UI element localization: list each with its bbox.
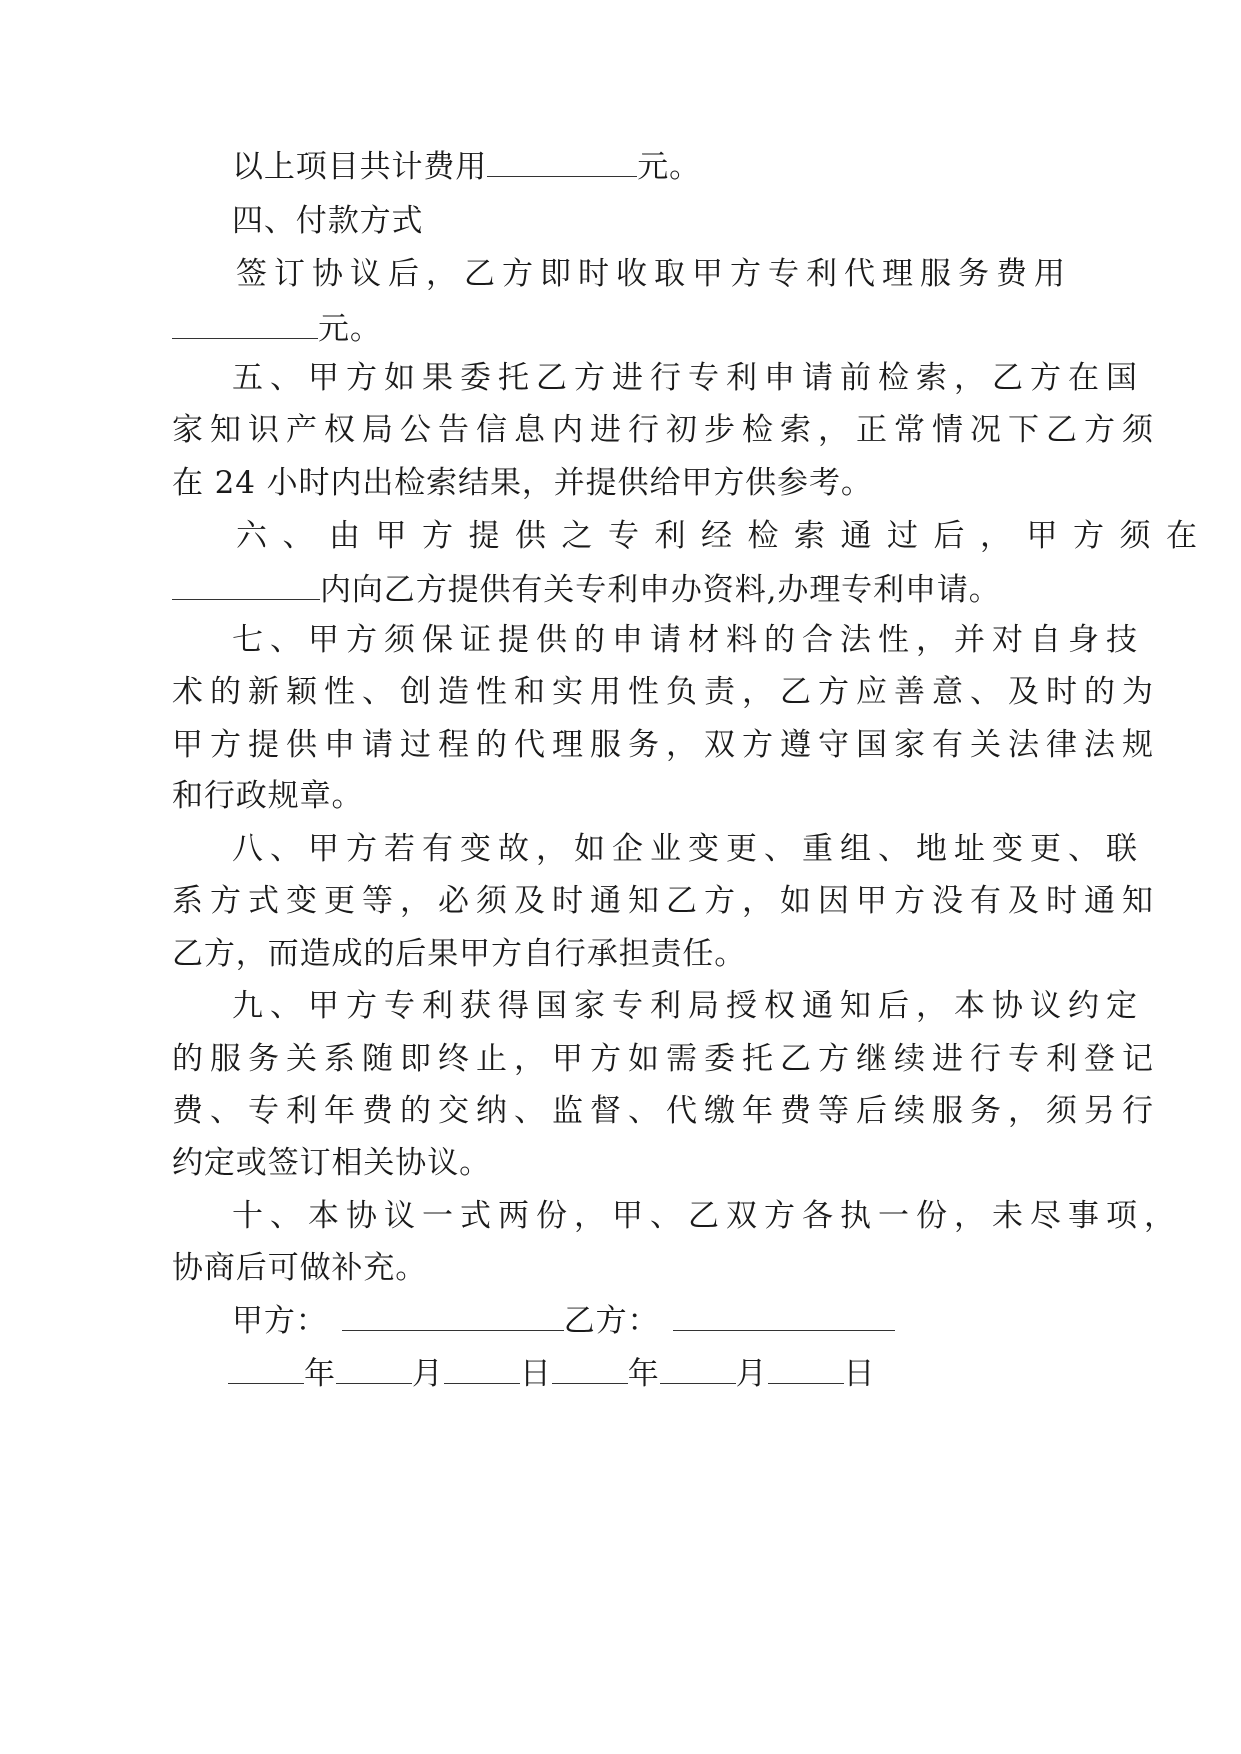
total-cost-prefix: 以上项目共计费用 bbox=[232, 149, 488, 185]
section8-line3: 乙方，而造成的后果甲方自行承担责任。 bbox=[172, 936, 747, 972]
blank-day-b bbox=[768, 1359, 844, 1384]
blank-party-a bbox=[342, 1306, 564, 1331]
section10-line1: 十、本协议一式两份，甲、乙双方各执一份，未尽事项， bbox=[232, 1198, 1182, 1234]
blank-party-b bbox=[673, 1306, 895, 1331]
total-cost-line bbox=[232, 147, 701, 187]
section5-line3: 在 24 小时内出检索结果，并提供给甲方供参考。 bbox=[172, 465, 873, 501]
section5-line2: 家知识产权局公告信息内进行初步检索，正常情况下乙方须 bbox=[172, 412, 1160, 448]
signature-line bbox=[232, 1301, 895, 1341]
total-cost-suffix: 元。 bbox=[637, 149, 702, 185]
section4-line1: 签订协议后，乙方即时收取甲方专利代理服务费用 bbox=[236, 256, 1072, 292]
blank-service-fee bbox=[172, 314, 318, 339]
section5-line1: 五、甲方如果委托乙方进行专利申请前检索，乙方在国 bbox=[232, 360, 1144, 396]
section4-line2 bbox=[172, 309, 382, 349]
blank-year-a bbox=[228, 1359, 304, 1384]
section9-line4: 约定或签订相关协议。 bbox=[172, 1145, 491, 1181]
section9-line3: 费、专利年费的交纳、监督、代缴年费等后续服务，须另行 bbox=[172, 1093, 1160, 1129]
blank-total-cost bbox=[487, 152, 637, 177]
section8-line2: 系方式变更等，必须及时通知乙方，如因甲方没有及时通知 bbox=[172, 883, 1160, 919]
section7-line3: 甲方提供申请过程的代理服务，双方遵守国家有关法律法规 bbox=[172, 727, 1160, 763]
section7-line4: 和行政规章。 bbox=[172, 778, 364, 814]
month-label-b: 月 bbox=[735, 1356, 768, 1392]
blank-year-b bbox=[552, 1359, 628, 1384]
section8-line1: 八、甲方若有变故，如企业变更、重组、地址变更、联 bbox=[232, 831, 1144, 867]
section6-line2 bbox=[172, 570, 1001, 610]
section6-line1: 六、由甲方提供之专利经检索通过后，甲方须在 bbox=[236, 518, 1213, 554]
section7-line1: 七、甲方须保证提供的申请材料的合法性，并对自身技 bbox=[232, 622, 1144, 658]
day-label-a: 日 bbox=[519, 1356, 552, 1392]
section10-line2: 协商后可做补充。 bbox=[172, 1250, 428, 1286]
day-label-b: 日 bbox=[843, 1356, 876, 1392]
section6-line2-suffix: 内向乙方提供有关专利申办资料,办理专利申请。 bbox=[320, 572, 1001, 608]
section4-title: 四、付款方式 bbox=[232, 203, 424, 239]
party-b-label: 乙方： bbox=[563, 1303, 660, 1339]
party-a-label: 甲方： bbox=[232, 1303, 328, 1339]
section9-line2: 的服务关系随即终止，甲方如需委托乙方继续进行专利登记 bbox=[172, 1041, 1160, 1077]
blank-day-a bbox=[444, 1359, 520, 1384]
section7-line2: 术的新颖性、创造性和实用性负责，乙方应善意、及时的为 bbox=[172, 674, 1160, 710]
blank-submission-period bbox=[172, 575, 320, 600]
blank-month-a bbox=[336, 1359, 412, 1384]
blank-month-b bbox=[660, 1359, 736, 1384]
month-label-a: 月 bbox=[411, 1356, 444, 1392]
year-label-b: 年 bbox=[627, 1356, 660, 1392]
year-label-a: 年 bbox=[304, 1356, 336, 1392]
section9-line1: 九、甲方专利获得国家专利局授权通知后，本协议约定 bbox=[232, 988, 1144, 1024]
date-line bbox=[228, 1354, 875, 1394]
section4-line2-suffix: 元。 bbox=[318, 311, 382, 347]
